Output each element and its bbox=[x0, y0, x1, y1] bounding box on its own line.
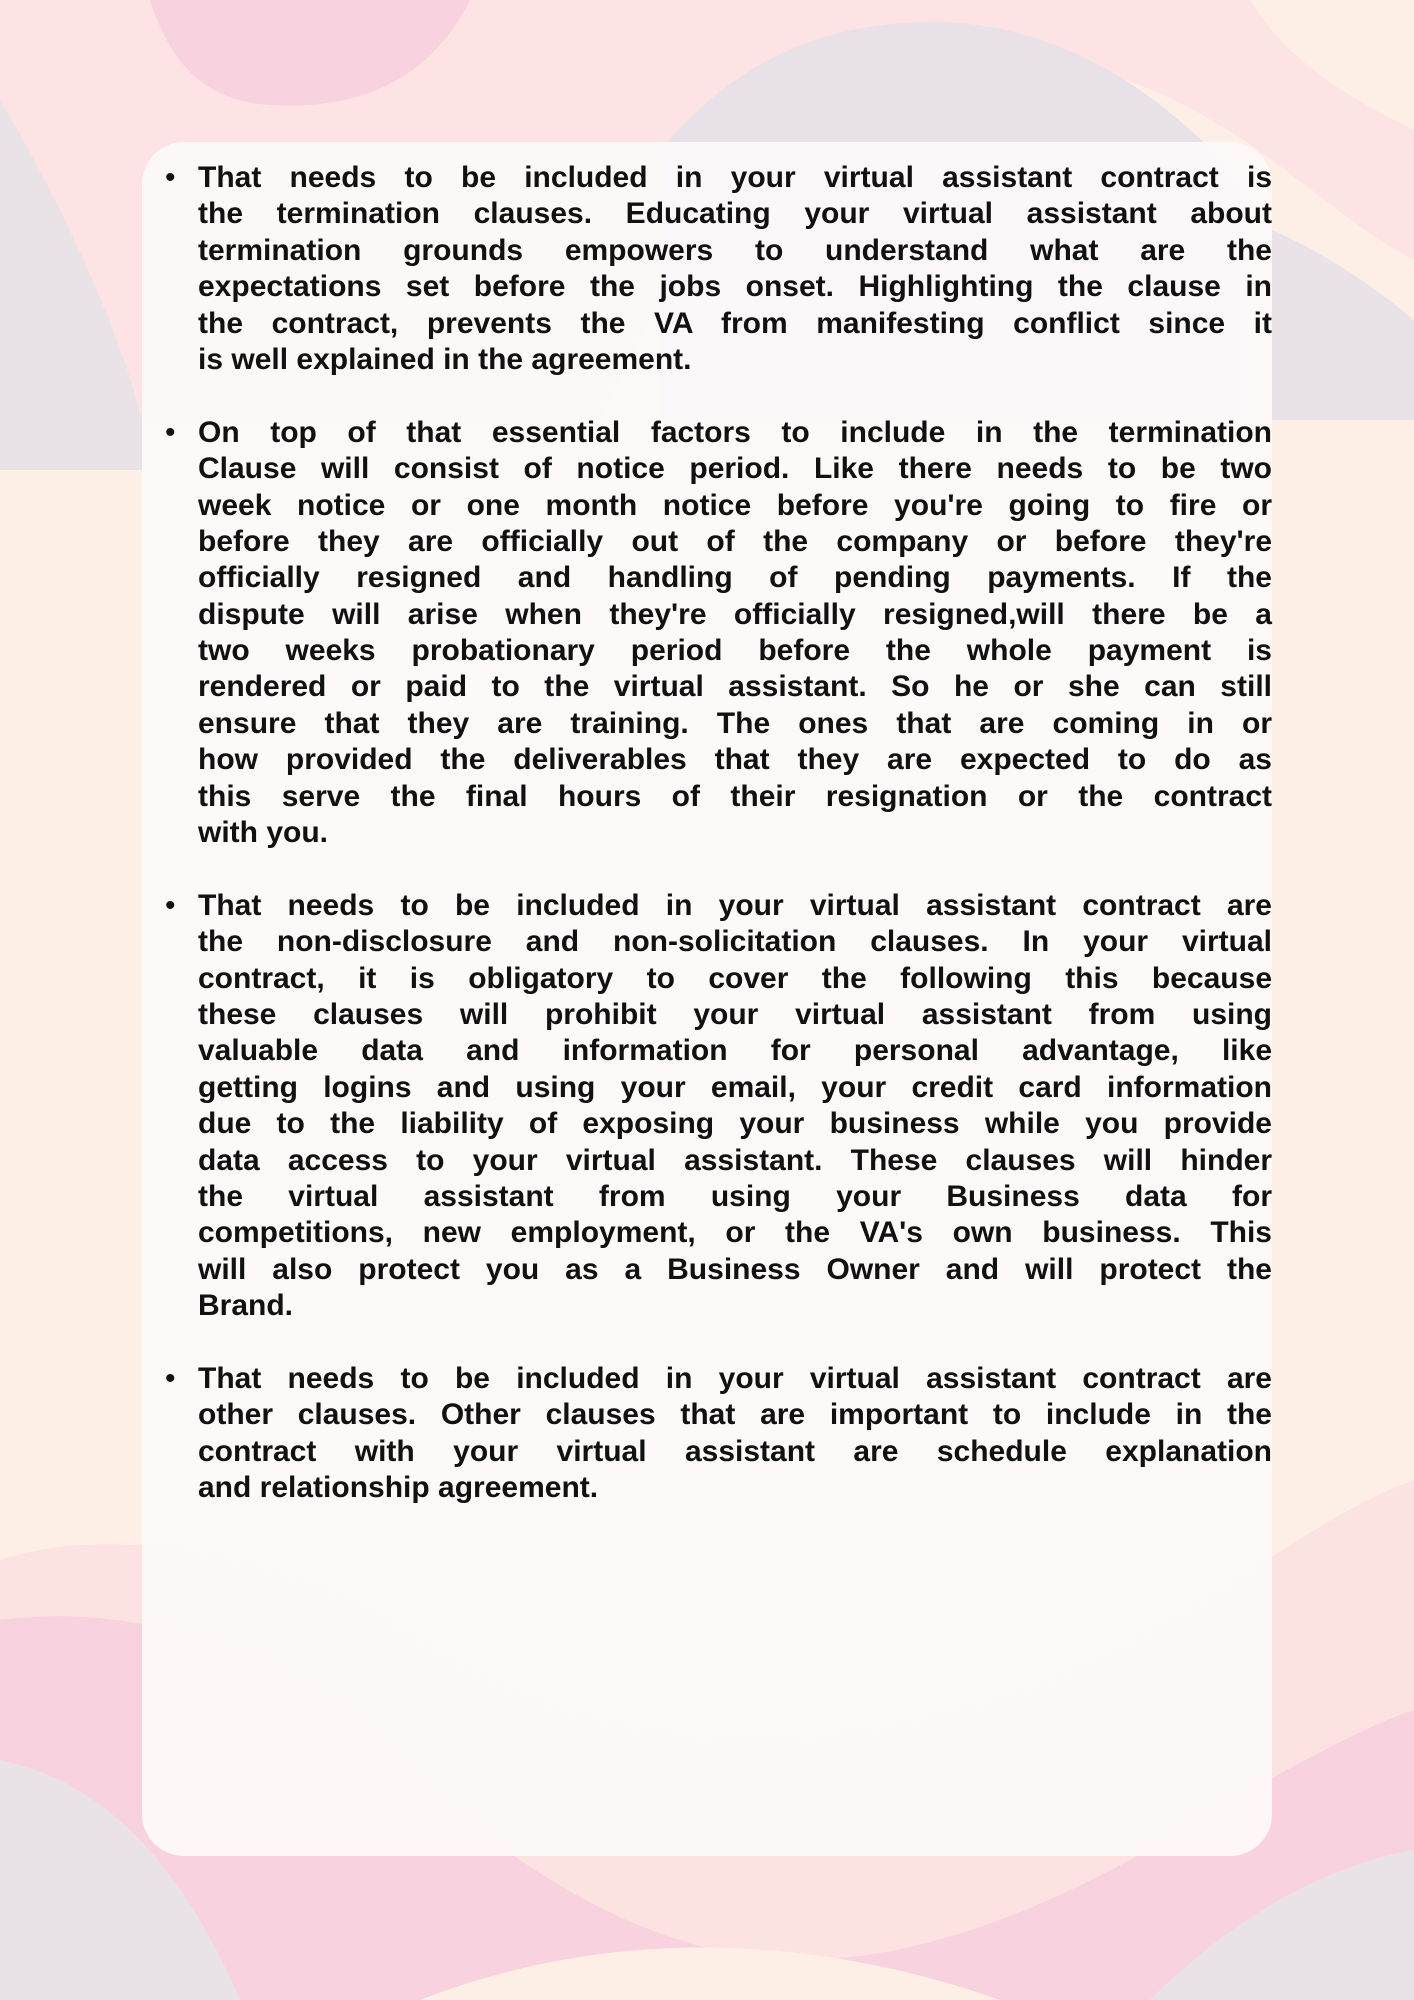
bullet-icon: • bbox=[165, 415, 176, 449]
bullet-item bbox=[165, 160, 1272, 378]
text-line: how provided the deliverables that they are expected to do as bbox=[198, 743, 1272, 777]
text-line: That needs to be included in your virtual assistant contract is bbox=[198, 161, 1272, 194]
text-line: data access to your virtual assistant. These clauses will hinder bbox=[198, 1143, 1272, 1177]
text-line: with you. bbox=[198, 816, 328, 850]
text-line: rendered or paid to the virtual assistant. So he or she can still bbox=[198, 670, 1272, 704]
text-line: competitions, new employment, or the VA's own business. This bbox=[198, 1216, 1272, 1250]
text-line: officially resigned and handling of pending payments. If the bbox=[198, 561, 1272, 595]
text-line: That needs to be included in your virtual assistant contract are bbox=[198, 1361, 1272, 1395]
text-line: this serve the final hours of their resignation or the contract bbox=[198, 779, 1272, 813]
text-line: dispute will arise when they're officially resigned,will there be a bbox=[198, 597, 1272, 631]
bullet-icon: • bbox=[165, 888, 176, 922]
bullet-list bbox=[165, 160, 1272, 1543]
text-line: week notice or one month notice before you're going to fire or bbox=[198, 488, 1272, 522]
text-line: expectations set before the jobs onset. Highlighting the clause in bbox=[198, 270, 1272, 304]
text-line: is well explained in the agreement. bbox=[198, 342, 692, 376]
text-line: termination grounds empowers to understand what are the bbox=[198, 233, 1272, 267]
text-line: valuable data and information for personal advantage, like bbox=[198, 1034, 1272, 1068]
text-line: Clause will consist of notice period. Like there needs to be two bbox=[198, 452, 1272, 486]
text-line: two weeks probationary period before the whole payment is bbox=[198, 634, 1272, 668]
text-line: contract, it is obligatory to cover the following this because bbox=[198, 961, 1272, 995]
text-line: the virtual assistant from using your Business data for bbox=[198, 1179, 1272, 1213]
text-line: these clauses will prohibit your virtual assistant from using bbox=[198, 997, 1272, 1031]
text-line: contract with your virtual assistant are schedule explanation bbox=[198, 1434, 1272, 1468]
bullet-item bbox=[165, 888, 1272, 1325]
text-line: the non-disclosure and non-solicitation clauses. In your virtual bbox=[198, 925, 1272, 959]
text-line: due to the liability of exposing your business while you provide bbox=[198, 1107, 1272, 1141]
bullet-icon: • bbox=[165, 1361, 176, 1395]
text-line: will also protect you as a Business Owner and will protect the bbox=[198, 1252, 1272, 1286]
text-line: the termination clauses. Educating your virtual assistant about bbox=[198, 197, 1272, 231]
text-line: the contract, prevents the VA from manifesting conflict since it bbox=[198, 306, 1272, 340]
text-line: other clauses. Other clauses that are important to include in the bbox=[198, 1398, 1272, 1432]
text-line: before they are officially out of the company or before they're bbox=[198, 524, 1272, 558]
bullet-icon: • bbox=[165, 161, 176, 194]
text-line: and relationship agreement. bbox=[198, 1471, 599, 1505]
text-line: Brand. bbox=[198, 1289, 294, 1323]
text-line: getting logins and using your email, your credit card information bbox=[198, 1070, 1272, 1104]
bullet-item bbox=[165, 1361, 1272, 1507]
text-line: That needs to be included in your virtual assistant contract are bbox=[198, 888, 1272, 922]
text-line: ensure that they are training. The ones that are coming in or bbox=[198, 706, 1272, 740]
text-line: On top of that essential factors to include in the termination bbox=[198, 415, 1272, 449]
bullet-item bbox=[165, 415, 1272, 852]
